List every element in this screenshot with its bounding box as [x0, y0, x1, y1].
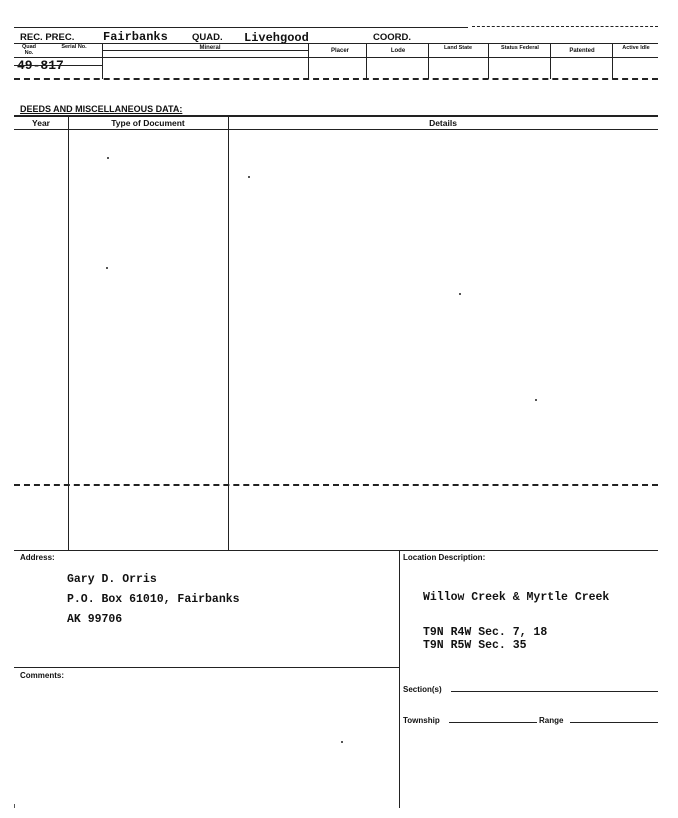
quad-serial-value: 49-817 [17, 58, 64, 73]
col-year-header: Year [32, 118, 50, 128]
deeds-top-rule [14, 115, 658, 117]
mineral-mid-rule [102, 50, 308, 51]
address-line: AK 99706 [67, 613, 123, 626]
scan-speck [107, 157, 109, 159]
deeds-dashed-rule [14, 484, 658, 486]
col-details-header: Details [429, 118, 457, 128]
range-field-line[interactable] [570, 722, 658, 723]
scan-speck [106, 267, 108, 269]
scan-speck [248, 176, 250, 178]
coord-label: COORD. [373, 32, 411, 43]
rec-prec-label: REC. PREC. [20, 32, 75, 43]
status-federal-label: Status Federal [501, 45, 539, 51]
comments-top-rule [14, 667, 399, 668]
location-township-line: T9N R5W Sec. 35 [423, 639, 527, 652]
township-field-line[interactable] [449, 722, 537, 723]
deeds-section-title: DEEDS AND MISCELLANEOUS DATA: [20, 104, 183, 114]
scan-speck [341, 741, 343, 743]
scan-speck [535, 399, 537, 401]
header-row-rule [14, 43, 658, 44]
location-township-line: T9N R4W Sec. 7, 18 [423, 626, 548, 639]
placer-label: Placer [330, 48, 349, 54]
location-creeks: Willow Creek & Myrtle Creek [423, 591, 610, 604]
col-type-header: Type of Document [111, 118, 185, 128]
scan-speck [14, 804, 15, 808]
address-line: P.O. Box 61010, Fairbanks [67, 593, 240, 606]
land-state-label: Land State [443, 45, 473, 51]
top-dashed-rule [472, 26, 658, 27]
sections-label: Section(s) [403, 685, 442, 694]
header-divider [102, 43, 103, 79]
header-divider [308, 43, 309, 79]
rec-prec-value: Fairbanks [103, 30, 168, 44]
serial-no-label: Serial No. [61, 44, 87, 50]
header-divider [550, 43, 551, 79]
sections-field-line[interactable] [451, 691, 658, 692]
address-line: Gary D. Orris [67, 573, 157, 586]
location-description-label: Location Description: [403, 553, 486, 562]
township-label: Township [403, 716, 440, 725]
quad-label: QUAD. [192, 32, 223, 43]
bottom-col-divider [399, 550, 400, 808]
patented-label: Patented [569, 48, 595, 54]
top-rule [14, 27, 468, 28]
address-label: Address: [20, 553, 55, 562]
header-divider [488, 43, 489, 79]
lode-label: Lode [390, 48, 406, 54]
deeds-header-rule [14, 129, 658, 130]
header-divider [366, 43, 367, 79]
header-divider [428, 43, 429, 79]
comments-label: Comments: [20, 671, 65, 680]
scan-speck [459, 293, 461, 295]
value-row-rule [14, 65, 102, 66]
range-label: Range [539, 716, 564, 725]
quad-no-label: Quad No. [21, 44, 37, 56]
header-subrow-rule [14, 57, 658, 58]
quad-value: Livehgood [244, 31, 309, 45]
value-row-dashed-rule [14, 78, 658, 80]
mineral-label: Mineral [199, 45, 221, 51]
active-idle-label: Active Idle [622, 45, 650, 51]
header-divider [612, 43, 613, 79]
bottom-top-rule [14, 550, 658, 551]
